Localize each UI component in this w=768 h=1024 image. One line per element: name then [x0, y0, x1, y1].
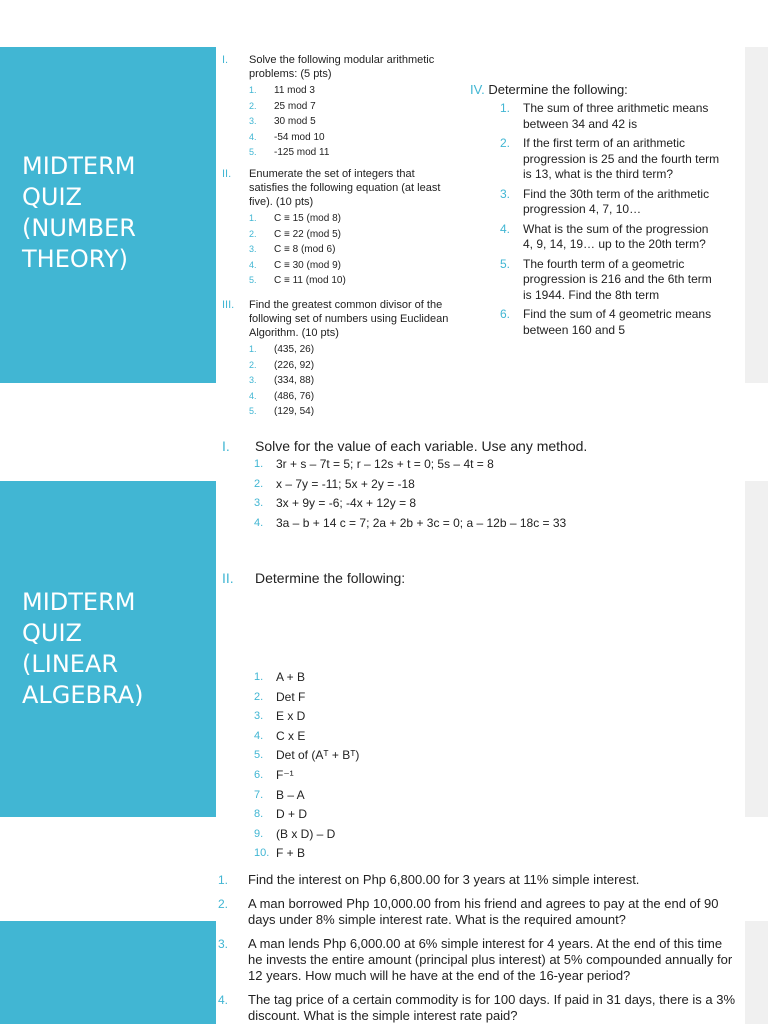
item-list	[249, 83, 452, 161]
list-item: 5. The fourth term of a geometric progression is 216 and the 6th term is 1944. Find the 8th term	[500, 256, 712, 302]
slide-title: MIDTERM QUIZ (LINEAR ALGEBRA)	[22, 588, 144, 709]
list-item: 5. Det of (Aᵀ + Bᵀ)	[254, 748, 360, 763]
title-band	[0, 47, 216, 383]
list-item: 2. (226, 92)	[249, 359, 315, 371]
section-number: II.	[222, 570, 234, 586]
list-item: 7. B – A	[254, 787, 305, 802]
side-bar	[745, 481, 768, 817]
list-item: 3. A man lends Php 6,000.00 at 6% simple interest for 4 years. At the end of this time he invests the entire amount (principal plus interest) at 5% compounded annually for 12 years. How much will he have at the end of the 16-year period?	[218, 936, 733, 983]
section-2	[222, 167, 452, 289]
side-bar	[745, 47, 768, 383]
list-item: 3. E x D	[254, 709, 306, 724]
slide-interest	[0, 867, 768, 1024]
list-item: 4. -54 mod 10	[249, 131, 325, 143]
list-item: 6. Find the sum of 4 geometric means between 160 and 5	[500, 307, 712, 337]
list-item: 4. What is the sum of the progression 4, 9, 14, 19… up to the 20th term?	[500, 221, 709, 251]
list-item: 4. C x E	[254, 728, 306, 743]
list-item: 4. C ≡ 30 (mod 9)	[249, 259, 341, 271]
list-item: 3. 3x + 9y = -6; -4x + 12y = 8	[254, 496, 417, 511]
list-item: 4. 3a – b + 14 c = 7; 2a + 2b + 3c = 0; a – 12b – 18c = 33	[254, 515, 567, 530]
section-text: Solve for the value of each variable. Use any method.	[255, 438, 588, 454]
section-text: Find the greatest common divisor of the following set of numbers using Euclidean Algorithm. (10 pts)	[249, 299, 449, 339]
list-item: 1. 11 mod 3	[249, 85, 315, 96]
list-item: 3. Find the 30th term of the arithmetic progression 4, 7, 10…	[500, 186, 710, 216]
section-text: Solve the following modular arithmetic problems: (5 pts)	[249, 54, 435, 80]
section-1	[222, 437, 722, 533]
list-item: 9. (B x D) – D	[254, 826, 336, 841]
list-item: 10. F + B	[254, 846, 306, 861]
list-item: 3. 30 mod 5	[249, 116, 316, 127]
list-item: 3. C ≡ 8 (mod 6)	[249, 244, 336, 255]
slide-number-theory	[0, 0, 768, 430]
section-text: Enumerate the set of integers that satisfies the following equation (at least five). (10 pts)	[249, 168, 441, 208]
side-bar	[745, 921, 768, 1024]
list-item: 2. 25 mod 7	[249, 100, 316, 112]
list-item: 2. x – 7y = -11; 5x + 2y = -18	[254, 476, 415, 491]
section-number: I.	[222, 54, 229, 66]
list-item: 4. The tag price of a certain commodity is for 100 days. If paid in 31 days, there is a 3% discount. What is the simple interest rate paid?	[218, 992, 736, 1023]
operation-list	[222, 668, 522, 864]
equation-list	[222, 455, 722, 533]
list-item: 2. Det F	[254, 689, 306, 704]
section-text: Determine the following:	[255, 570, 406, 586]
list-item: 1. Find the interest on Php 6,800.00 for 3 years at 11% simple interest.	[218, 872, 640, 887]
list-item: 1. 3r + s – 7t = 5; r – 12s + t = 0; 5s – 4t = 8	[254, 457, 494, 471]
item-list	[249, 342, 452, 420]
list-item: 3. (334, 88)	[249, 375, 315, 386]
list-item: 8. D + D	[254, 807, 308, 822]
list-item: 5. C ≡ 11 (mod 10)	[249, 275, 346, 286]
list-item: 1. C ≡ 15 (mod 8)	[249, 213, 341, 224]
problem-list	[218, 872, 738, 1024]
list-item: 2. A man borrowed Php 10,000.00 from his friend and agrees to pay at the end of 90 days under 8% simple interest rate. What is the required amount?	[218, 896, 719, 927]
list-item: 5. (129, 54)	[249, 406, 315, 417]
slide-linear-algebra	[0, 430, 768, 867]
item-list	[470, 101, 720, 338]
section-number: I.	[222, 438, 230, 454]
section-number: II.	[222, 168, 232, 180]
section-4	[470, 82, 720, 342]
list-item: 1. A + B	[254, 670, 306, 684]
list-item: 5. -125 mod 11	[249, 147, 330, 158]
matrix-operations	[222, 668, 522, 864]
section-2	[222, 569, 722, 587]
title-band	[0, 481, 216, 817]
list-item: 2. If the first term of an arithmetic progression is 25 and the fourth term is 13, what is the third term?	[500, 136, 720, 181]
title-band	[0, 921, 216, 1024]
slide-title: MIDTERM QUIZ (NUMBER THEORY)	[22, 152, 136, 273]
section-3	[222, 298, 452, 420]
section-text: Determine the following:	[488, 82, 628, 97]
list-item: 1. (435, 26)	[249, 344, 315, 355]
list-item: 2. C ≡ 22 (mod 5)	[249, 228, 341, 240]
item-list	[249, 211, 452, 289]
section-number: IV.	[470, 82, 485, 97]
list-item: 6. F⁻¹	[254, 767, 294, 782]
section-1	[222, 53, 452, 161]
list-item: 4. (486, 76)	[249, 390, 315, 402]
list-item: 1. The sum of three arithmetic means between 34 and 42 is	[500, 101, 709, 131]
section-number: III.	[222, 299, 235, 311]
